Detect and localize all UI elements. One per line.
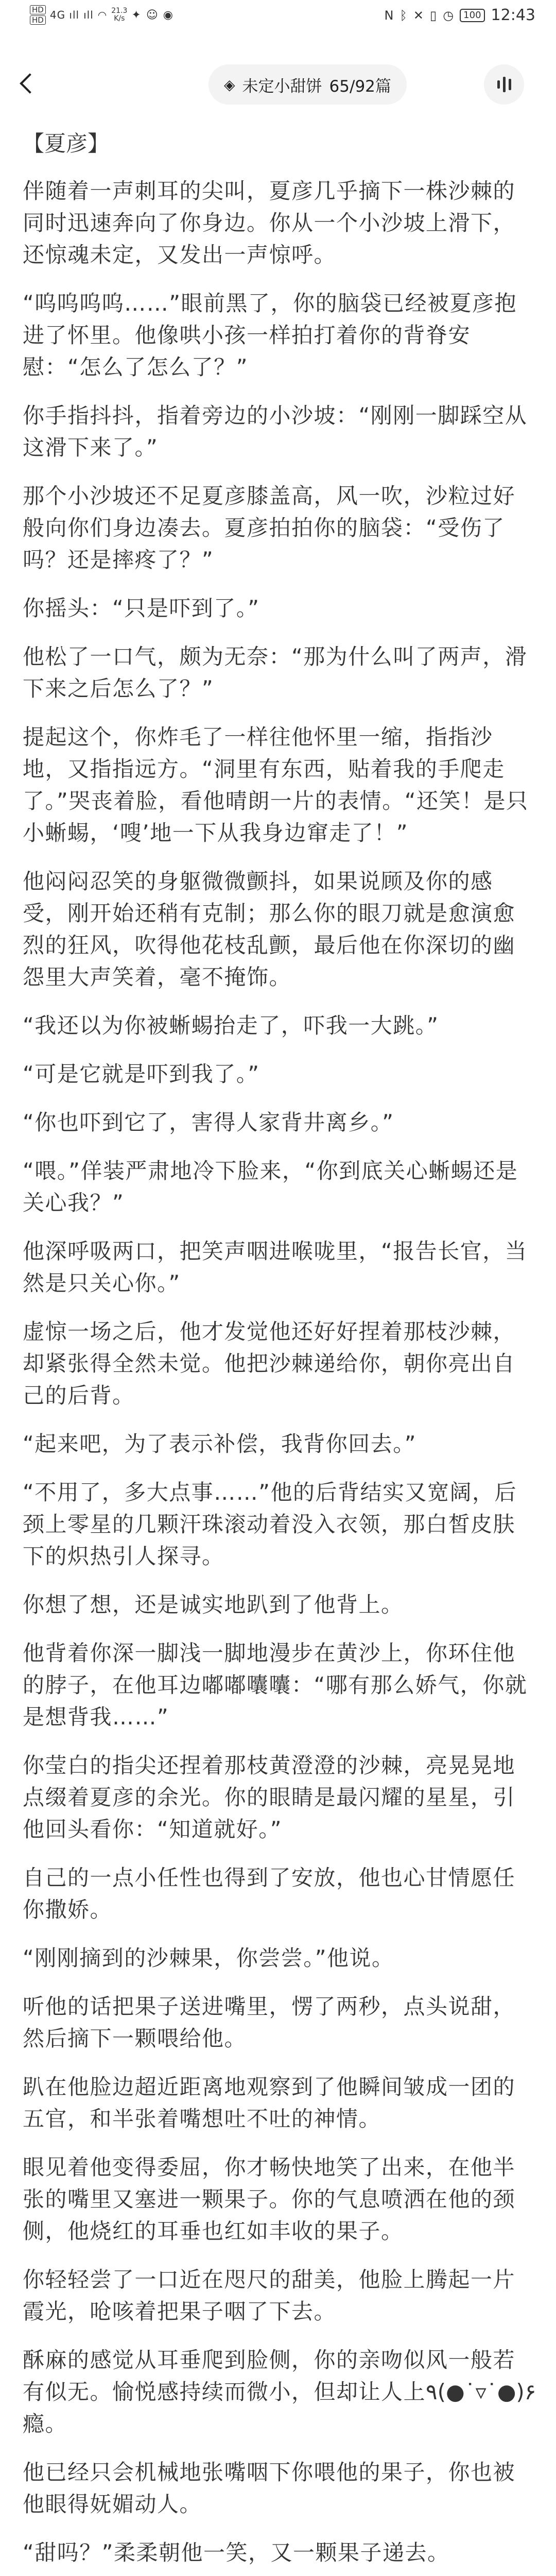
article-paragraph: 你手指抖抖，指着旁边的小沙坡：“刚刚一脚踩空从这滑下来了。” [23,403,528,460]
app-notification-icon: ✦ [131,8,141,22]
article-paragraph: 那个小沙坡还不足夏彦膝盖高，风一吹，沙粒过好般向你们身边凑去。夏彦拍拍你的脑袋：“受伤了吗？还是摔疼了？” [23,483,516,572]
article-paragraph: “甜吗？”柔柔朝他一笑，又一颗果子递去。 [23,2540,450,2565]
article-paragraph: 伴随着一声刺耳的尖叫，夏彦几乎摘下一株沙棘的同时迅速奔向了你身边。你从一个小沙坡上滑下，还惊魂未定，又发出一声惊呼。 [23,178,516,267]
article-paragraph: “起来吧，为了表示补偿，我背你回去。” [23,1431,417,1456]
article-paragraph: “可是它就是吓到我了。” [23,1061,260,1087]
article-paragraph: “呜呜呜呜……”眼前黑了，你的脑袋已经被夏彦抱进了怀里。他像哄小孩一样拍打着你的背脊安慰：“怎么了怎么了？” [23,291,517,380]
network-speed: 21.3 K/s [111,7,128,23]
signal-icon-2: ıll [83,9,94,21]
hd-badge-2: HD [30,15,46,25]
book-title: 未定小甜饼 [242,77,322,96]
article-paragraph: “喂。”佯装严肃地冷下脸来，“你到底关心蜥蜴还是关心我？” [23,1158,518,1215]
article-paragraph: 提起这个，你炸毛了一样往他怀里一缩，指指沙地，又指指远方。“洞里有东西，贴着我的手爬走了。”哭丧着脸，看他晴朗一片的表情。“还笑！是只小蜥蜴，‘嗖’地一下从我身边窜走了！” [23,724,529,845]
article-paragraph: 趴在他脸边超近距离地观察到了他瞬间皱成一团的五官，和半张着嘴想吐不吐的神情。 [23,2074,516,2131]
sound-bars-icon [497,77,511,92]
article-paragraph: “你也吓到它了，害得人家背井离乡。” [23,1110,394,1135]
alarm-icon: ◷ [443,8,454,23]
article-paragraph: 你想了想，还是诚实地趴到了他背上。 [23,1592,404,1617]
audio-menu-button[interactable] [484,64,524,105]
chapter-count: 65/92篇 [329,77,391,96]
article-paragraph: “刚刚摘到的沙棘果，你尝尝。”他说。 [23,1945,394,1971]
article-paragraph: 你摇头：“只是吓到了。” [23,596,260,621]
back-icon[interactable] [20,73,40,94]
bluetooth-icon: ᛒ [399,8,407,23]
article-paragraph: 虚惊一场之后，他才发觉他还好好捏着那枝沙棘，却紧张得全然未觉。他把沙棘递给你，朝你亮出自己的后背。 [23,1319,516,1408]
reader-header [0,57,556,118]
nfc-icon: N [384,8,394,23]
app-icon: ◉ [163,8,173,22]
article-paragraph: 他背着你深一脚浅一脚地漫步在黄沙上，你环住他的脖子，在他耳边嘟嘟囔囔：“哪有那么娇气，你就是想背我……” [23,1640,528,1730]
article-paragraph: 你轻轻尝了一口近在咫尺的甜美，他脸上腾起一片霞光，呛咳着把果子咽了下去。 [23,2267,516,2324]
article-paragraph: 他松了一口气，颇为无奈：“那为什么叫了两声，滑下来之后怎么了？” [23,644,528,701]
article-paragraph: 自己的一点小任性也得到了安放，他也心甘情愿任你撒娇。 [23,1865,516,1922]
chat-notification-icon: ☺ [146,8,158,22]
article-body [23,128,537,2576]
status-left [30,5,173,25]
article-paragraph: 眼见着他变得委屈，你才畅快地笑了出来，在他半张的嘴里又塞进一颗果子。你的气息喷洒在他的颈侧，他烧红的耳垂也红如丰收的果子。 [23,2155,516,2244]
paragraph-list [23,175,537,2576]
wifi-icon: ◠ [97,9,108,21]
vibrate-icon: ▯ [430,8,437,23]
article-paragraph: 你莹白的指尖还捏着那枝黄澄澄的沙棘，亮晃晃地点缀着夏彦的余光。你的眼睛是最闪耀的星星，引他回头看你：“知道就好。” [23,1753,516,1842]
status-bar [0,0,556,34]
article-paragraph: “我还以为你被蜥蜴抬走了，吓我一大跳。” [23,1013,439,1038]
article-paragraph: 他闷闷忍笑的身躯微微颤抖，如果说顾及你的感受，刚开始还稍有克制；那么你的眼刀就是愈演愈烈的狂风，吹得他花枝乱颤，最后他在你深切的幽怨里大声笑着，毫不掩饰。 [23,869,516,990]
hd-badge-1: HD [30,5,46,14]
article-heading: 【夏彦】 [23,131,110,156]
article-paragraph: 他深呼吸两口，把笑声咽进喉咙里，“报告长官，当然是只关心你。” [23,1239,528,1296]
article-paragraph: 酥麻的感觉从耳垂爬到脸侧，你的亲吻似风一般若有似无。愉悦感持续而微小，但却让人上٩(●˙▿˙●)۶瘾。 [23,2347,536,2436]
article-paragraph: 他已经只会机械地张嘴咽下你喂他的果子，你也被他眼得妩媚动人。 [23,2460,516,2517]
mute-icon: ✕ [413,8,424,23]
signal-icon-1: 4G ıll [49,9,80,21]
article-paragraph: 听他的话把果子送进嘴里，愣了两秒，点头说甜，然后摘下一颗喂给他。 [23,1994,516,2051]
clock: 12:43 [491,6,535,24]
status-right [385,6,535,24]
collection-title-pill[interactable] [208,64,407,105]
battery-indicator: 100 [460,9,484,22]
article-paragraph: “不用了，多大点事……”他的后背结实又宽阔，后颈上零星的几颗汗珠滚动着没入衣领，那白皙皮肤下的炽热引人探寻。 [23,1480,517,1569]
layers-icon: ◈ [224,76,235,93]
